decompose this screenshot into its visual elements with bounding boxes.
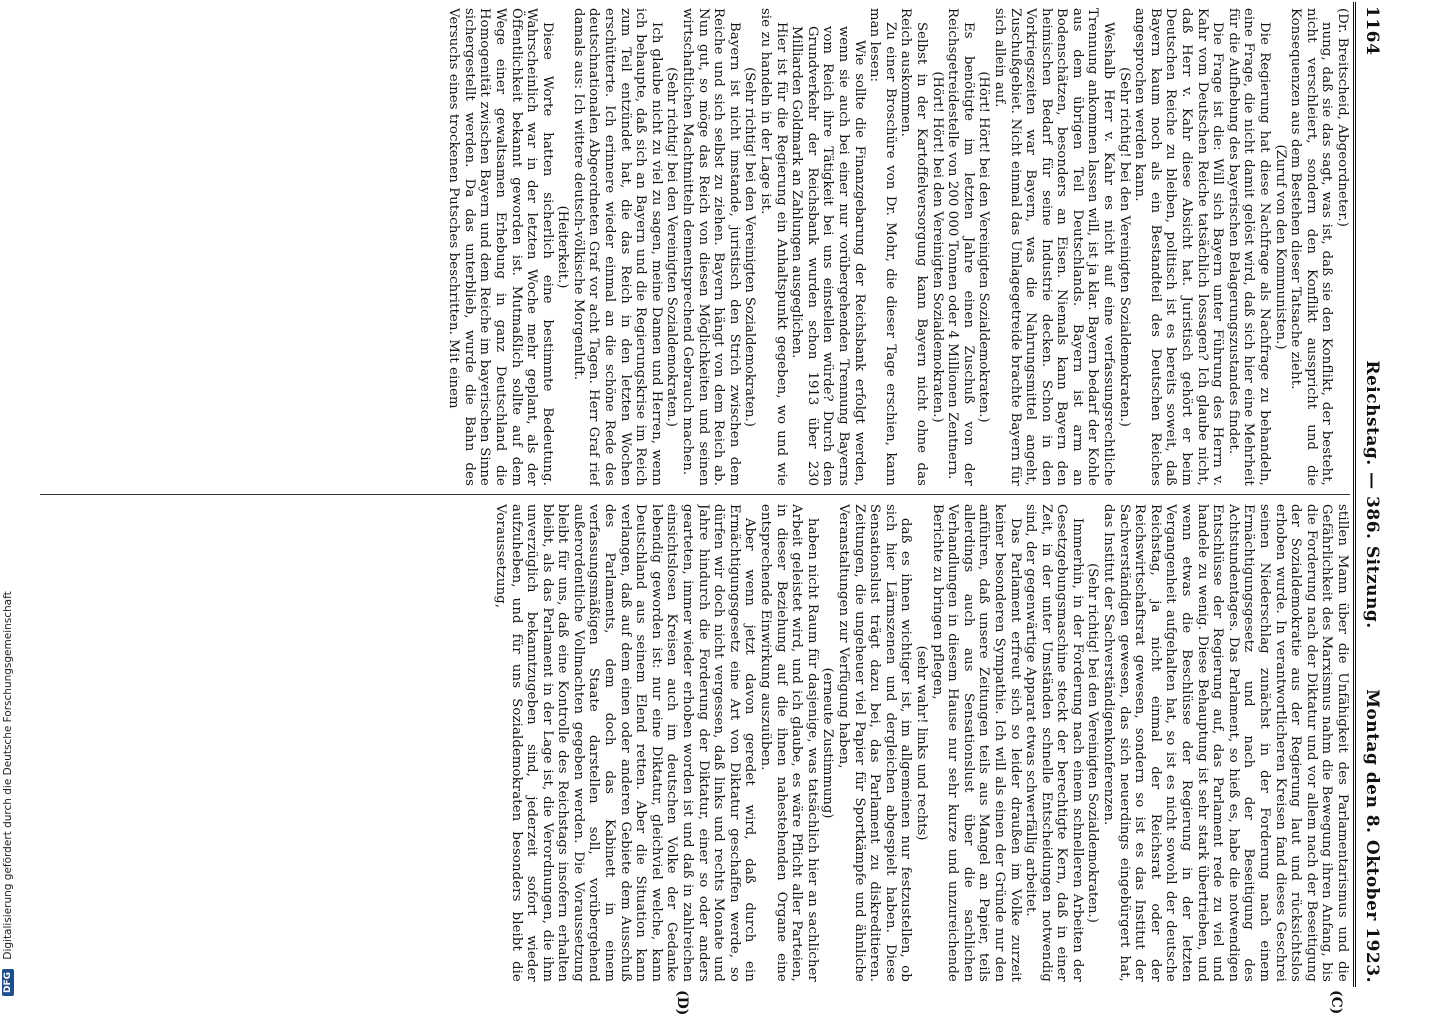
paragraph: Die Frage ist die: Will sich Bayern unter Führung des Herrn v. Kahr vom Deutschen Reiche tatsächlich lossagen? Ich glaube nicht, daß Herr v. Kahr diese Absicht hat. Juristisch gehört er beim Deutschen Reiche zu bleiben, politisch ist es bereits soweit, daß Bayern kaum noch als ein Bestandteil des Deutschen Reiches angesprochen werden kann.	[1132, 8, 1226, 486]
interjection: (Zuruf von den Kommunisten.)	[1272, 8, 1288, 486]
paragraph: Weshalb Herr v. Kahr es nicht auf eine verfassungsrechtliche Trennung ankommen lassen will, ist ja klar. Bayern bedarf der Kohle aus dem übrigen Teil Deutschlands. Bayern ist arm an Bodenschätzen, besonders an Eisen. Niemals kann Bayern den heimischen Bedarf für seine Industrie decken. Schon in den Vorkriegszeiten war Bayern, was die Nahrungsmittel angeht, Zuschußgebiet. Nicht einmal das Umlagegetreide brachte Bayern für sich allein auf.	[991, 8, 1116, 486]
paragraph: Zu einer Broschüre von Dr. Mohr, die dieser Tage erschien, kann man lesen:	[867, 8, 898, 486]
paragraph: (Dr. Breitscheid, Abgeordneter.)	[1334, 8, 1350, 486]
interjection: (Hört! Hört! bei den Vereinigten Sozialdemokraten.)	[976, 8, 992, 486]
paragraph: Es benötigte im letzten Jahre einen Zuschuß von der Reichsgetreidestelle von 200 000 Tonnen oder 4 Millionen Zentnern.	[945, 8, 976, 486]
scanned-page	[24, 2, 1390, 987]
interjection: (Sehr richtig! bei den Vereinigten Sozialdemokraten.)	[1116, 8, 1132, 486]
paragraph: Die Regierung hat diese Nachfrage als Nachfrage zu behandeln, eine Frage, die nicht damit gelöst wird, daß sich hier eine Mehrheit für die Aufhebung des bayerischen Belagerungszustandes findet.	[1225, 8, 1272, 486]
digitization-credit	[2, 6, 20, 996]
interjection: (sehr wahr! links und rechts)	[913, 504, 929, 982]
interjection: (erneute Zustimmung)	[820, 504, 836, 982]
interjection: (Sehr richtig! bei den Vereinigten Sozialdemokraten.)	[664, 8, 680, 486]
column-divider	[40, 494, 1350, 495]
page-number: 1164	[1362, 6, 1382, 55]
dfg-logo: DFG	[2, 969, 14, 996]
paragraph: Aber wenn jetzt davon geredet wird, daß durch ein Ermächtigungsgesetz eine Art von Diktatur geschaffen werde, so dürfen wir doch nicht vergessen, daß links und rechts Monate und Jahre hindurch die Forderung der Diktatur, einer so oder anders gearteten, immer wieder erhoben worden ist und daß in zahlreichen einsichtslosen Kreisen auch im deutschen Volke der Gedanke lebendig geworden ist: nur eine Diktatur, gleichviel welche, kann Deutschland aus seinem Elend retten. Aber die Situation kann verlangen, daß auf dem einen oder anderen Gebiete dem Ausschuß des Parlaments, dem doch das Kabinett in einem verfassungsmäßigen Staate darstellen soll, vorübergehend außerordentliche Vollmachten gegeben werden. Die Voraussetzung bleibt für uns, daß eine Kontrolle des Reichstags insofern erhalten bleibt, als das Parlament in der Lage ist, die Verordnungen, die ihm unverzüglich bekanntzugeben sind, jederzeit sofort wieder aufzuheben, und für uns Sozialdemokraten besonders bleibt die Voraussetzung,	[492, 504, 757, 982]
left-column	[40, 8, 1350, 486]
paragraph: Selbst in der Kartoffelversorgung kann Bayern nicht ohne das Reich auskommen.	[898, 8, 929, 486]
block-quote: Wie sollte die Finanzgebarung der Reichsbank erfolgt werden, wenn sie auch bei einer nur vorübergehenden Trennung Bayerns vom Reich ihre Tätigkeit bei uns einstellen würde? Durch den Grundverkehr der Reichsbank wurden schon 1913 über 230 Milliarden Goldmark an Zahlungen ausgeglichen.	[789, 26, 867, 486]
margin-letter-d: (D)	[674, 990, 690, 1015]
interjection: (Sehr richtig! bei den Vereinigten Sozialdemokraten.)	[742, 8, 758, 486]
paragraph: Immerhin, in der Forderung nach einem schnelleren Arbeiten der Gesetzgebungsmaschine steckt der berechtigte Kern, daß in einer Zeit, in der unter Umständen schnelle Entscheidungen notwendig sind, der gegenwärtige Apparat etwas schwerfällig arbeitet.	[1023, 504, 1085, 982]
interjection: (Heiterkeit.)	[555, 8, 571, 486]
paragraph: Das Parlament erfreut sich so leider draußen im Volke zurzeit keiner besonderen Sympathie. Ich will als einen der Gründe nur den anführen, daß unsere Zeitungen teils aus Mangel an Papier, teils allerdings auch aus Sensationslust über die sachlichen Verhandlungen in diesem Hause nur sehr kurze und unzureichende Berichte zu bringen pflegen,	[929, 504, 1023, 982]
paragraph: Diese Worte hatten sicherlich eine bestimmte Bedeutung. Wahrscheinlich war in der letzten Woche mehr geplant, als der Öffentlichkeit bekannt geworden ist. Mutmaßlich sollte auf dem Wege einer gewaltsamen Erhebung in ganz Deutschland die Homogenität zwischen Bayern und dem Reiche im bayerischen Sinne sichergestellt werden. Da das unterblieb, wurde die Bahn des Versuchs eines trockenen Putsches beschritten. Mit einem	[446, 8, 555, 486]
margin-letter-c: (C)	[1328, 990, 1344, 1014]
paragraph: Hier ist für die Regierung ein Anhaltspunkt gegeben, wo und wie sie zu handeln in der Lage ist.	[757, 8, 788, 486]
paragraph: daß es ihnen wichtiger ist, im allgemeinen nur festzustellen, ob sich hier Lärmszenen und dergleichen abgespielt haben. Diese Sensationslust trägt dazu bei, das Parlament zu diskreditieren. Zeitungen, die ungeheuer viel Papier für Sportkämpfe und ähnliche Veranstaltungen zur Verfügung haben,	[835, 504, 913, 982]
paragraph: Ich glaube nicht zu viel zu sagen, meine Damen und Herren, wenn ich behaupte, daß sich an Bayern und die Regierungskrise im Reich zum Teil entzündet hat, die das Reich in den letzten Wochen erschütterte. Ich erinnere wieder einmal an die schöne Rede des deutschnationalen Abgeordneten Graf vor acht Tagen. Herr Graf rief damals aus: Ich wittere deutsch-völkische Morgenluft.	[570, 8, 664, 486]
margin-letter-b	[674, 0, 690, 1]
header-rule	[1353, 2, 1356, 987]
paragraph: haben nicht Raum für dasjenige, was tatsächlich hier an sachlicher Arbeit geleistet wird, und ich glaube, es wäre Pflicht aller Parteien, in dieser Beziehung auf die ihnen nahestehenden Organe eine entsprechende Einwirkung auszuüben.	[757, 504, 819, 982]
running-title: Reichstag. — 386. Sitzung.	[1362, 2, 1382, 987]
paragraph: Bayern ist nicht imstande, juristisch den Strich zwischen dem Reiche und sich selbst zu ziehen. Bayern hängt von dem Reich ab. Nun gut, so möge das Reich von diesen Möglichkeiten und seinen wirtschaftlichen Machtmitteln dementsprechend Gebrauch machen.	[679, 8, 741, 486]
interjection: (Hört! Hört! bei den Vereinigten Sozialdemokraten.)	[929, 8, 945, 486]
credit-text: Digitalisierung gefördert durch die Deutsche Forschungsgemeinschaft	[2, 591, 14, 959]
paragraph: stillen Mann über die Unfähigkeit des Parlamentarismus und die Gefährlichkeit des Marxismus nahm die Bewegung ihren Anfang, bis die Forderung nach der Diktatur und vor allem nach der Beseitigung der Sozialdemokratie aus der Regierung laut und rücksichtslos erhoben wurde. In verantwortlicheren Kreisen fand dieses Geschrei seinen Niederschlag zunächst in der Forderung nach einem Ermächtigungsgesetz und nach der Beseitigung des Achtstundentages. Das Parlament, so hieß es, habe die notwendigen Entschlüsse der Regierung auf, das Parlament rede zu viel und handele zu wenig. Diese Behauptung ist sehr stark übertrieben, und wenn etwas die Beschlüsse der Regierung in der letzten Vergangenheit aufgehalten hat, so ist es nicht sowohl der deutsche Reichstag, ja nicht einmal der Reichsrat oder der Reichswirtschaftsrat gewesen, sondern so ist es das Institut der Sachverständigen gewesen, das sich neuerdings eingebürgert hat, das Institut der Sachverständigenkonferenzen.	[1101, 504, 1351, 982]
right-column	[40, 504, 1350, 982]
page-header	[1350, 2, 1390, 987]
paragraph: nung, daß sie das sagt, was ist, daß sie den Konflikt, der besteht, nicht verschleiert, sondern den Konflikt ausspricht und die Konsequenzen aus dem Bestehen dieser Tatsache zieht.	[1288, 8, 1335, 486]
session-date: Montag den 8. Oktober 1923.	[1362, 689, 1382, 983]
interjection: (Sehr richtig! bei den Vereinigten Sozialdemokraten.)	[1085, 504, 1101, 982]
